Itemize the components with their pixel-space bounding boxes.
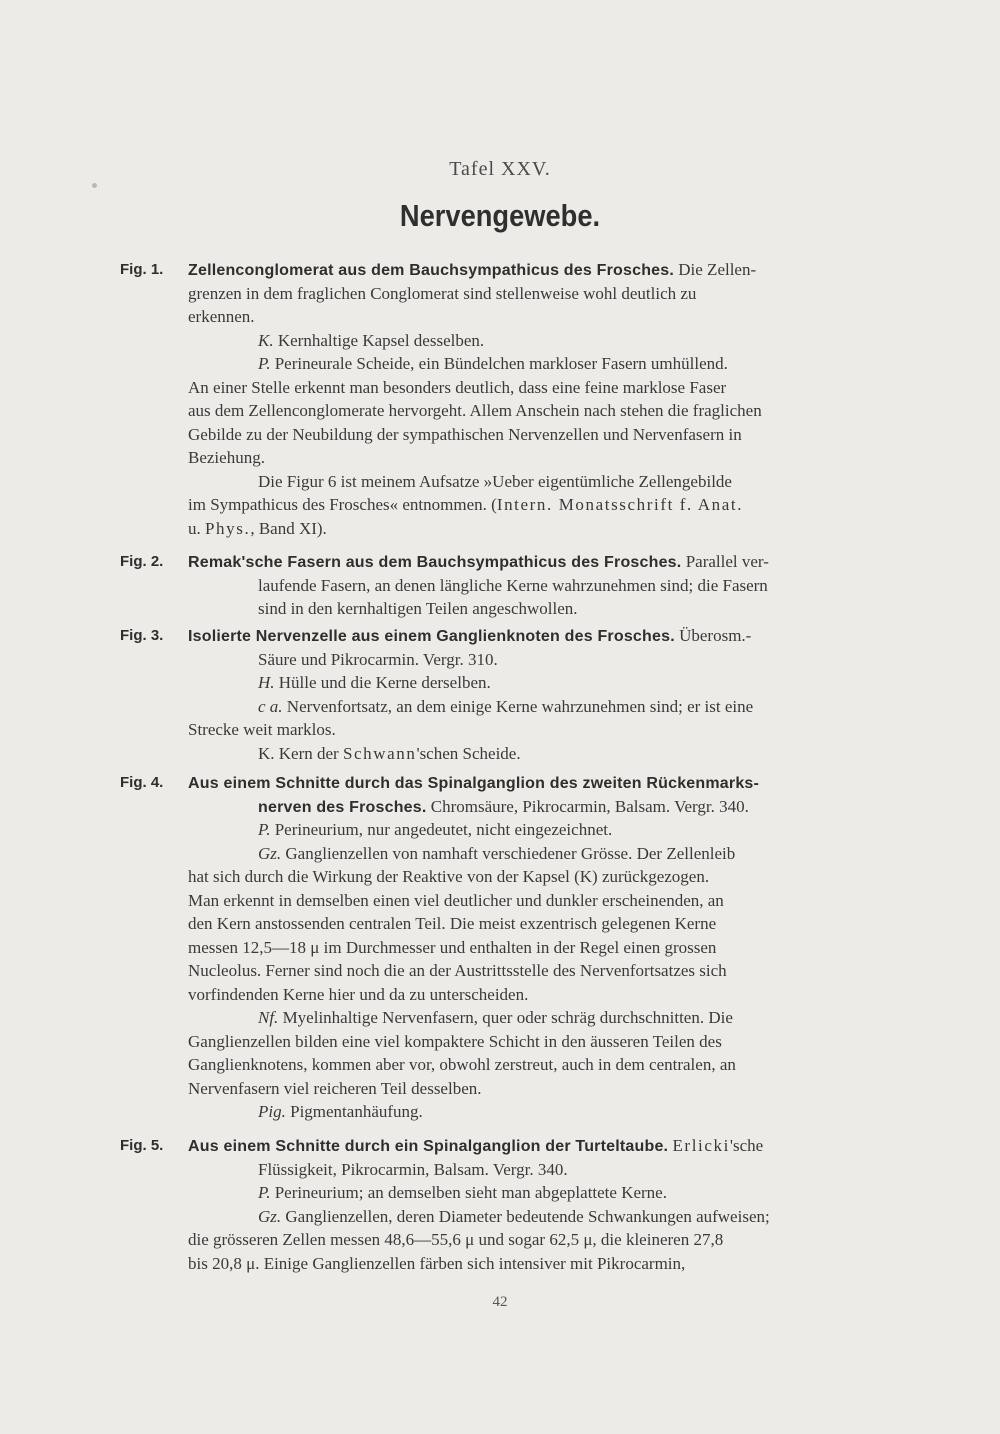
figure-heading: Aus einem Schnitte durch das Spinalganglion des zweiten Rückenmarks- bbox=[188, 775, 760, 792]
page-title: Nervengewebe. bbox=[399, 198, 601, 233]
text-line: Chromsäure, Pikrocarmin, Balsam. Vergr. 340. bbox=[430, 796, 749, 816]
figure-heading: Aus einem Schnitte durch ein Spinalganglion der Turteltaube. bbox=[188, 1138, 669, 1155]
text-line: u. Phys., Band XI). bbox=[188, 518, 327, 538]
text-line: H. Hülle und die Kerne derselben. bbox=[258, 673, 491, 692]
figure-heading-continued: nerven des Frosches. bbox=[258, 798, 427, 816]
text-line: Ganglienknotens, kommen aber vor, obwohl zerstreut, auch in dem centralen, an bbox=[188, 1055, 736, 1074]
text-line: Gebilde zu der Neubildung der sympathischen Nervenzellen und Nervenfasern in bbox=[188, 424, 742, 444]
figure-number: Fig. 1. bbox=[120, 261, 164, 278]
figure-5-entry: Fig. 5. Aus einem Schnitte durch ein Spinalganglion der Turteltaube. Erlicki'sche Flüssigkeit, Pikrocarmin, Balsam. Vergr. 340. P. Perineurium; an demselben sieht man abgeplattete Kerne. Gz. Ganglienzellen, deren Diameter bedeutende Schwankungen aufweisen; die grösseren Zellen messen 48,6—55,6 μ und sogar 62,5 μ, die kleineren 27,8 bis 20,8 μ. Einige Ganglienzellen färben sich intensiver mit Pikrocarmin, bbox=[120, 1134, 880, 1275]
figure-heading: Remak'sche Fasern aus dem Bauchsympathicus des Frosches. bbox=[188, 554, 682, 571]
text-line: Überosm.- bbox=[679, 626, 752, 645]
figure-label-abbrev: H. bbox=[258, 673, 275, 692]
figure-label-abbrev: P. bbox=[258, 820, 271, 839]
text-line: aus dem Zellenconglomerate hervorgeht. Allem Anschein nach stehen die fraglichen bbox=[188, 401, 762, 420]
plate-number: Tafel XXV. bbox=[449, 158, 551, 180]
text-line: Gz. Ganglienzellen, deren Diameter bedeutende Schwankungen aufweisen; bbox=[258, 1206, 770, 1226]
text-line: sind in den kernhaltigen Teilen angeschwollen. bbox=[258, 599, 578, 618]
text-line: K. Kern der Schwann'schen Scheide. bbox=[258, 743, 521, 763]
figure-number: Fig. 3. bbox=[120, 627, 164, 644]
text-line: Die Figur 6 ist meinem Aufsatze »Ueber eigentümliche Zellengebilde bbox=[258, 471, 732, 491]
figure-heading: Zellenconglomerat aus dem Bauchsympathicus des Frosches. bbox=[188, 262, 675, 279]
text-line: c a. Nervenfortsatz, an dem einige Kerne wahrzunehmen sind; er ist eine bbox=[258, 696, 754, 716]
text-line: Man erkennt in demselben einen viel deutlicher und dunkler erscheinenden, an bbox=[188, 890, 724, 910]
page-number: 42 bbox=[492, 1294, 508, 1310]
paper-speck bbox=[92, 183, 97, 188]
text-line bbox=[120, 329, 880, 353]
text-line: Nf. Myelinhaltige Nervenfasern, quer oder schräg durchschnitten. Die bbox=[258, 1008, 733, 1027]
figure-number: Fig. 4. bbox=[120, 774, 164, 791]
text-line: Parallel ver- bbox=[685, 552, 769, 571]
text-line: Die Zellen- bbox=[678, 260, 757, 279]
figure-label-abbrev: P. bbox=[258, 1183, 271, 1202]
text-line: grenzen in dem fraglichen Conglomerat sind stellenweise wohl deutlich zu bbox=[188, 283, 697, 303]
text-line: Nervenfasern viel reicheren Teil desselben. bbox=[188, 1078, 482, 1098]
figure-4-entry bbox=[120, 771, 880, 1124]
journal-title-part: Phys. bbox=[205, 518, 251, 538]
text-line: Flüssigkeit, Pikrocarmin, Balsam. Vergr. 340. bbox=[258, 1159, 568, 1179]
text-line: An einer Stelle erkennt man besonders deutlich, dass eine feine marklose Faser bbox=[188, 377, 727, 397]
text-line: Beziehung. bbox=[188, 448, 265, 467]
author-name: Erlicki bbox=[672, 1136, 730, 1155]
figure-label-abbrev: Nf. bbox=[258, 1008, 279, 1027]
figure-label-abbrev: Pig. bbox=[258, 1102, 286, 1121]
text-line: erkennen. bbox=[188, 307, 255, 326]
text-line: messen 12,5—18 μ im Durchmesser und enthalten in der Regel einen grossen bbox=[188, 937, 717, 957]
text-line: Ganglienzellen bilden eine viel kompaktere Schicht in den äusseren Teilen des bbox=[188, 1031, 722, 1051]
text-line: Strecke weit marklos. bbox=[188, 720, 336, 739]
figure-label-abbrev: Gz. bbox=[258, 1206, 282, 1226]
figure-2-entry bbox=[120, 550, 880, 621]
figure-heading: Isolierte Nervenzelle aus einem Ganglienknoten des Frosches. bbox=[188, 628, 675, 645]
figure-number: Fig. 2. bbox=[120, 553, 164, 570]
text-line: Kernhaltige Kapsel desselben. bbox=[273, 330, 485, 350]
author-name: Schwann bbox=[342, 743, 417, 763]
text-line: Nucleolus. Ferner sind noch die an der Austrittsstelle des Nervenfortsatzes sich bbox=[188, 961, 727, 980]
text-line: P. Perineurium, nur angedeutet, nicht eingezeichnet. bbox=[258, 820, 613, 839]
text-line: die grösseren Zellen messen 48,6—55,6 μ und sogar 62,5 μ, die kleineren 27,8 bbox=[188, 1230, 724, 1249]
abbrev-k: K. bbox=[258, 330, 274, 350]
text-line: laufende Fasern, an denen längliche Kerne wahrzunehmen sind; die Fasern bbox=[258, 575, 768, 595]
text-line: Gz. Ganglienzellen von namhaft verschiedener Grösse. Der Zellenleib bbox=[258, 843, 736, 863]
text-line: bis 20,8 μ. Einige Ganglienzellen färben sich intensiver mit Pikrocarmin, bbox=[188, 1253, 686, 1273]
text-line: P. Perineurale Scheide, ein Bündelchen markloser Fasern umhüllend. bbox=[258, 354, 728, 373]
text-line: vorfindenden Kerne hier und da zu unterscheiden. bbox=[188, 984, 529, 1004]
journal-title: Intern. Monatsschrift f. Anat. bbox=[496, 495, 744, 514]
text-line: hat sich durch die Wirkung der Reaktive von der Kapsel (K) zurückgezogen. bbox=[188, 867, 710, 886]
text-line: den Kern anstossenden centralen Teil. Die meist exzentrisch gelegenen Kerne bbox=[188, 914, 717, 933]
text-line: im Sympathicus des Frosches« entnommen. (Intern. Monatsschrift f. Anat. bbox=[188, 495, 744, 514]
abbrev-p: P. bbox=[258, 354, 271, 373]
text-line: Pig. Pigmentanhäufung. bbox=[258, 1102, 423, 1121]
figure-label-abbrev: c a. bbox=[258, 696, 283, 716]
figure-3-entry bbox=[120, 624, 880, 765]
figure-1-entry bbox=[120, 258, 880, 540]
text-line: P. Perineurium; an demselben sieht man abgeplattete Kerne. bbox=[258, 1183, 667, 1202]
figure-label-abbrev: Gz. bbox=[258, 843, 282, 863]
text-line: Säure und Pikrocarmin. Vergr. 310. bbox=[258, 649, 498, 669]
figure-number: Fig. 5. bbox=[120, 1137, 164, 1154]
